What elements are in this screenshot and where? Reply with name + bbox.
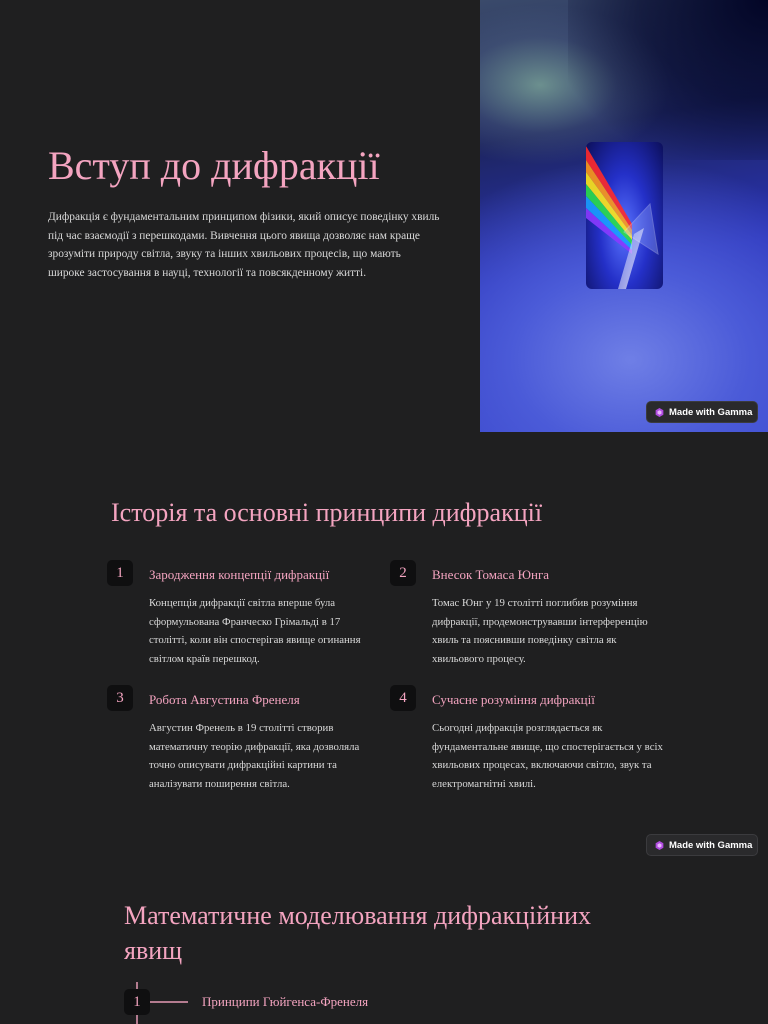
step-title: Сучасне розуміння дифракції — [432, 692, 595, 707]
timeline-connector — [150, 1001, 188, 1003]
step-title: Зародження концепції дифракції — [149, 567, 330, 582]
step-number: 2 — [390, 560, 416, 586]
section-title: Історія та основні принципи дифракції — [111, 498, 543, 527]
step-number: 3 — [107, 685, 133, 711]
step-text: Сьогодні дифракція розглядається як фундаментальне явище, що спостерігається у всіх хвильових процесах, включаючи світло, звук та електромагнітні хвилі. — [432, 722, 663, 790]
badge-label: Made with Gamma — [669, 839, 753, 851]
slide-title: Вступ до дифракції — [48, 143, 380, 188]
slide-description: Дифракція є фундаментальним принципом фізики, який описує поведінку хвиль під час взаємодії з перешкодами. Вивчення цього явища дозволяє нам краще зрозуміти природу світла, звуку та інших хвильових процесів, що мають широке застосування в науці, технології та повсякденному житті. — [48, 211, 440, 279]
step-title: Внесок Томаса Юнга — [432, 567, 550, 582]
step-text: Августин Френель в 19 столітті створив математичну теорію дифракції, яка дозволяла точно описувати дифракційні картини та аналізувати поширення світла. — [149, 722, 360, 790]
image-gradient — [568, 0, 768, 160]
timeline-step-number: 1 — [124, 989, 150, 1015]
made-with-gamma-badge[interactable] — [646, 834, 758, 856]
hero-image — [480, 0, 768, 432]
section-title: Математичне моделювання дифракційних явищ — [124, 901, 592, 965]
step-number: 4 — [390, 685, 416, 711]
prism-rainbow-image — [586, 142, 663, 289]
badge-label: Made with Gamma — [669, 406, 753, 418]
timeline-step-title: Принципи Гюйгенса-Френеля — [202, 994, 369, 1009]
gamma-logo-icon — [655, 408, 664, 417]
step-title: Робота Августина Френеля — [149, 692, 300, 707]
made-with-gamma-badge[interactable] — [646, 401, 758, 423]
slide-intro — [0, 0, 768, 432]
step-number: 1 — [107, 560, 133, 586]
step-text: Томас Юнг у 19 столітті поглибив розуміння дифракції, продемонструвавши інтерференцію хвиль та пояснивши поведінку світла як хвильового процесу. — [432, 597, 648, 665]
step-text: Концепція дифракції світла вперше була сформульована Франческо Грімальді в 17 столітті, коли він спостерігав явище огинання світлом країв перешкод. — [149, 597, 361, 665]
gamma-logo-icon — [655, 841, 664, 850]
